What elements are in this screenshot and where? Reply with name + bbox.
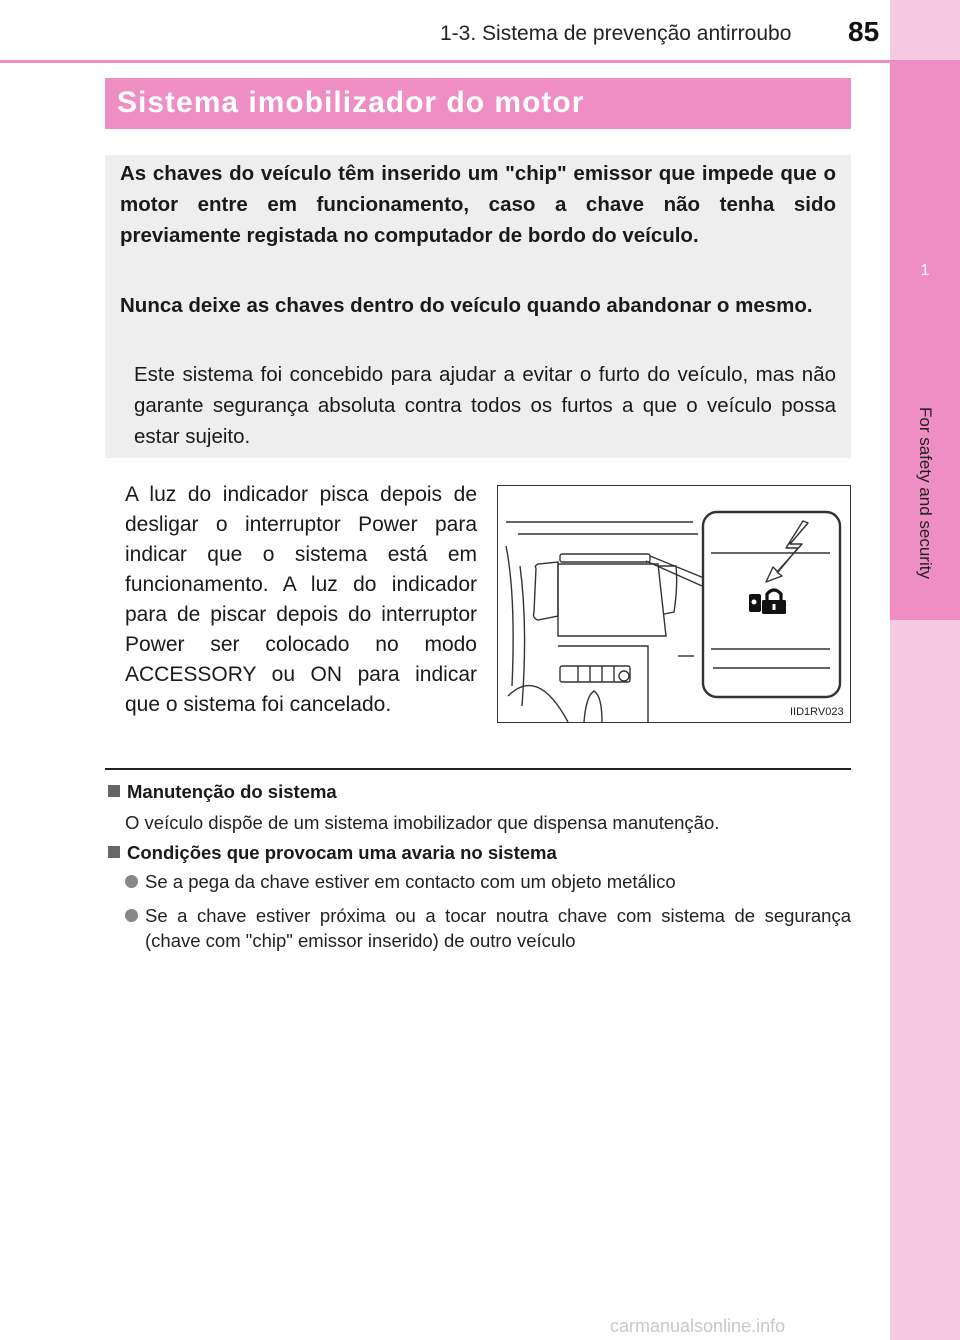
intro-note-paragraph: Este sistema foi concebido para ajudar a evitar o furto do veículo, mas não garante segurança absoluta contra todos os furtos a que o veículo possa estar sujeito. bbox=[134, 363, 836, 448]
chapter-number: 1 bbox=[920, 262, 930, 279]
circle-bullet-icon bbox=[125, 909, 138, 922]
list-item: Se a pega da chave estiver em contacto com um objeto metálico bbox=[125, 869, 851, 894]
page-number: 85 bbox=[848, 16, 880, 47]
malfunction-heading: Condições que provocam uma avaria no sistema bbox=[108, 842, 557, 864]
square-bullet-icon bbox=[108, 846, 120, 858]
indicator-description: A luz do indicador pisca depois de desligar o interruptor Power para indicar que o sistema está em funcionamento. A luz do indicador para de piscar depois do interruptor Power ser colocado no modo ACCESSORY ou ON para indicar que o sistema foi cancelado. bbox=[125, 483, 477, 716]
intro-bold-paragraph: As chaves do veículo têm inserido um "chip" emissor que impede que o motor entre em funcionamento, caso a chave não tenha sido previamente registada no computador de bordo do veículo. bbox=[120, 162, 836, 247]
list-item: Se a chave estiver próxima ou a tocar noutra chave com sistema de segurança (chave com "chip" emissor inserido) de outro veículo bbox=[125, 903, 851, 953]
maintenance-heading: Manutenção do sistema bbox=[108, 781, 337, 803]
circle-bullet-icon bbox=[125, 875, 138, 888]
dashboard-drawing bbox=[498, 486, 852, 724]
section-title: 1-3. Sistema de prevenção antirroubo bbox=[440, 22, 792, 45]
watermark: carmanualsonline.info bbox=[610, 1316, 786, 1336]
section-divider bbox=[105, 768, 851, 770]
header-divider bbox=[0, 60, 890, 63]
immobilizer-lock-icon bbox=[749, 590, 786, 614]
figure-code: IID1RV023 bbox=[790, 706, 844, 718]
chapter-label: For safety and security bbox=[916, 407, 935, 579]
intro-warning-paragraph: Nunca deixe as chaves dentro do veículo quando abandonar o mesmo. bbox=[120, 294, 813, 317]
maintenance-text: O veículo dispõe de um sistema imobilizador que dispensa manutenção. bbox=[125, 812, 720, 833]
page-title: Sistema imobilizador do motor bbox=[117, 86, 585, 119]
square-bullet-icon bbox=[108, 785, 120, 797]
dashboard-illustration bbox=[497, 485, 851, 723]
